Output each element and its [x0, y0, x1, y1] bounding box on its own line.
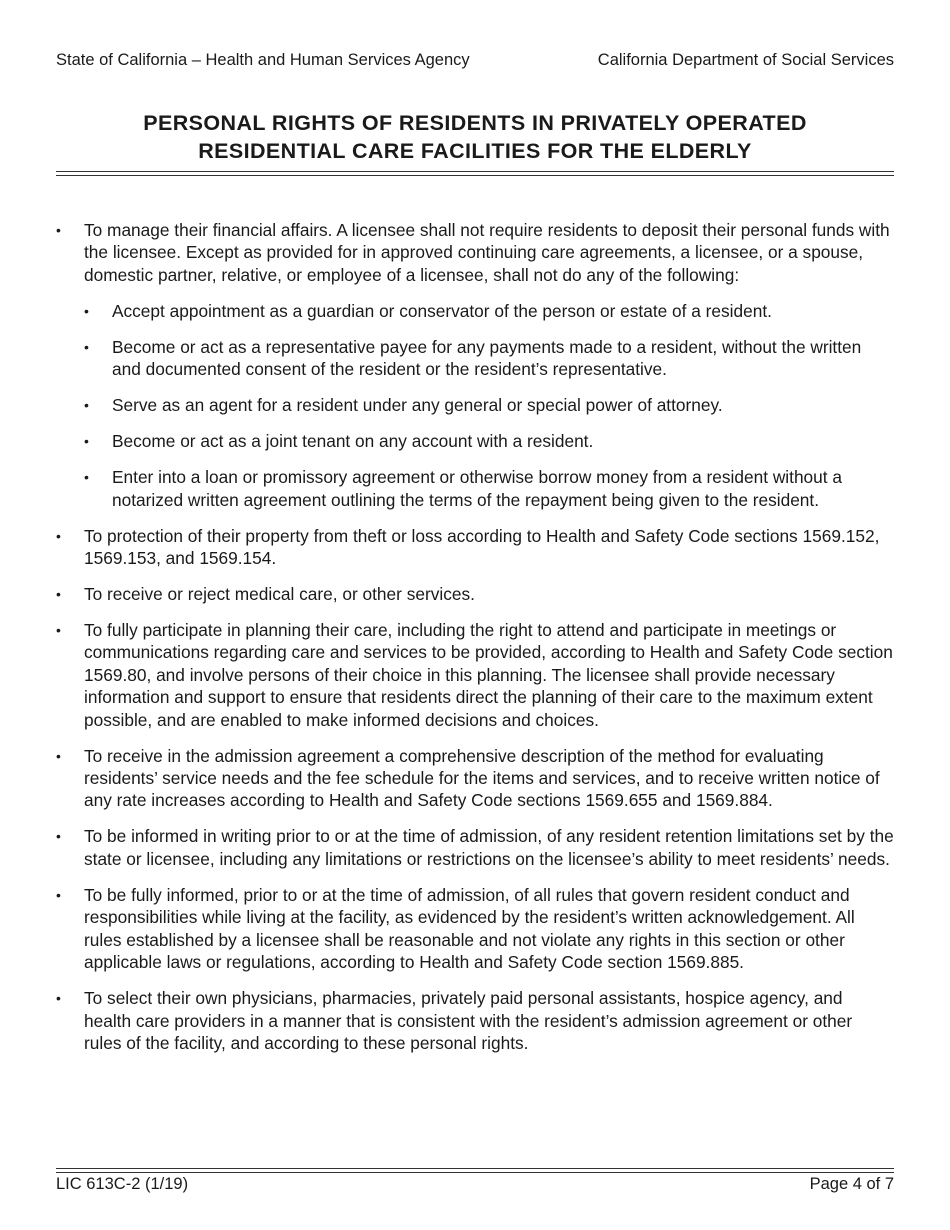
item-text: To manage their financial affairs. A licensee shall not require residents to deposit their personal funds with the licensee. Except as provided for in approved continuing care agreements, a licensee, or a spouse, domestic partner, relative, or employee of a licensee, shall not do any of the following: — [84, 220, 890, 285]
rights-list — [56, 219, 894, 1054]
sub-list-item — [84, 394, 894, 416]
bullet: • — [56, 828, 61, 845]
list-item — [56, 745, 894, 812]
item-text: To receive or reject medical care, or other services. — [84, 584, 475, 605]
rights-list-container — [56, 219, 894, 1068]
item-text: To receive in the admission agreement a comprehensive description of the method for evaluating residents’ service needs and the fee schedule for the items and services, and to receive written notice of any rate increases according to Health and Safety Code sections 1569.655 and 1569.884. — [84, 745, 880, 811]
bullet: • — [56, 222, 61, 238]
bullet: • — [56, 586, 61, 603]
sub-item-text: Become or act as a joint tenant on any account with a resident. — [112, 431, 594, 452]
title-line-2: RESIDENTIAL CARE FACILITIES FOR THE ELDERLY — [198, 139, 752, 163]
list-item — [56, 583, 894, 605]
form-number: LIC 613C-2 (1/19) — [56, 1175, 189, 1193]
item-text: To be fully informed, prior to or at the time of admission, of all rules that govern resident conduct and responsibilities while living at the facility, as evidenced by the resident’s written acknowledgement. All rules established by a licensee shall be reasonable and not violate any rights in this section or other applicable laws or regulations, according to Health and Safety Code section 1569.885. — [84, 884, 855, 973]
bullet: • — [56, 990, 61, 1007]
sub-item-text: Enter into a loan or promissory agreement or otherwise borrow money from a resident without a notarized written agreement outlining the terms of the repayment being given to the resident. — [112, 467, 842, 510]
sub-list-item — [84, 300, 894, 322]
bullet: • — [84, 433, 89, 450]
item-text: To be informed in writing prior to or at the time of admission, of any resident retention limitations set by the state or licensee, including any limitations or restrictions on the licensee’s ability to meet residents’ needs. — [84, 826, 894, 869]
header-department: California Department of Social Services — [597, 51, 894, 69]
item-text: To protection of their property from theft or loss according to Health and Safety Code sections 1569.152, 1569.153, and 1569.154. — [84, 525, 880, 569]
document-title — [56, 109, 894, 165]
bullet: • — [56, 886, 61, 903]
list-item — [56, 219, 894, 511]
bullet: • — [84, 397, 89, 414]
footer-divider — [56, 1168, 894, 1173]
sub-list — [84, 300, 894, 511]
sub-item-text: Accept appointment as a guardian or conservator of the person or estate of a resident. — [112, 300, 772, 321]
list-item — [56, 987, 894, 1054]
sub-list-item — [84, 430, 894, 452]
sub-item-text: Serve as an agent for a resident under any general or special power of attorney. — [112, 395, 723, 416]
bullet: • — [56, 747, 61, 764]
sub-item-text: Become or act as a representative payee for any payments made to a resident, without the written and documented consent of the resident or the resident’s representative. — [112, 336, 862, 380]
list-item — [56, 884, 894, 974]
title-line-1: PERSONAL RIGHTS OF RESIDENTS IN PRIVATELY OPERATED — [143, 111, 807, 135]
item-text: To select their own physicians, pharmacies, privately paid personal assistants, hospice agency, and health care providers in a manner that is consistent with the resident’s admission agreement or other rules of the facility, and according to these personal rights. — [84, 988, 853, 1053]
list-item — [56, 619, 894, 731]
sub-list-item — [84, 336, 894, 381]
item-text: To fully participate in planning their care, including the right to attend and participate in meetings or communications regarding care and services to be provided, according to Health and Safety Code section 1569.80, and involve persons of their choice in this planning. The licensee shall provide necessary information and support to ensure that residents direct the planning of their care to the maximum extent possible, and are enabled to make informed decisions and choices. — [84, 620, 893, 730]
bullet: • — [56, 527, 61, 544]
header-agency: State of California – Health and Human Services Agency — [56, 51, 470, 69]
list-item — [56, 525, 894, 570]
sub-list-item — [84, 466, 894, 511]
list-item — [56, 825, 894, 870]
bullet: • — [56, 622, 61, 639]
bullet: • — [84, 469, 89, 486]
page-number: Page 4 of 7 — [809, 1175, 894, 1193]
title-divider — [56, 171, 894, 176]
document-page — [56, 0, 894, 1230]
bullet: • — [84, 302, 89, 319]
bullet: • — [84, 338, 89, 355]
